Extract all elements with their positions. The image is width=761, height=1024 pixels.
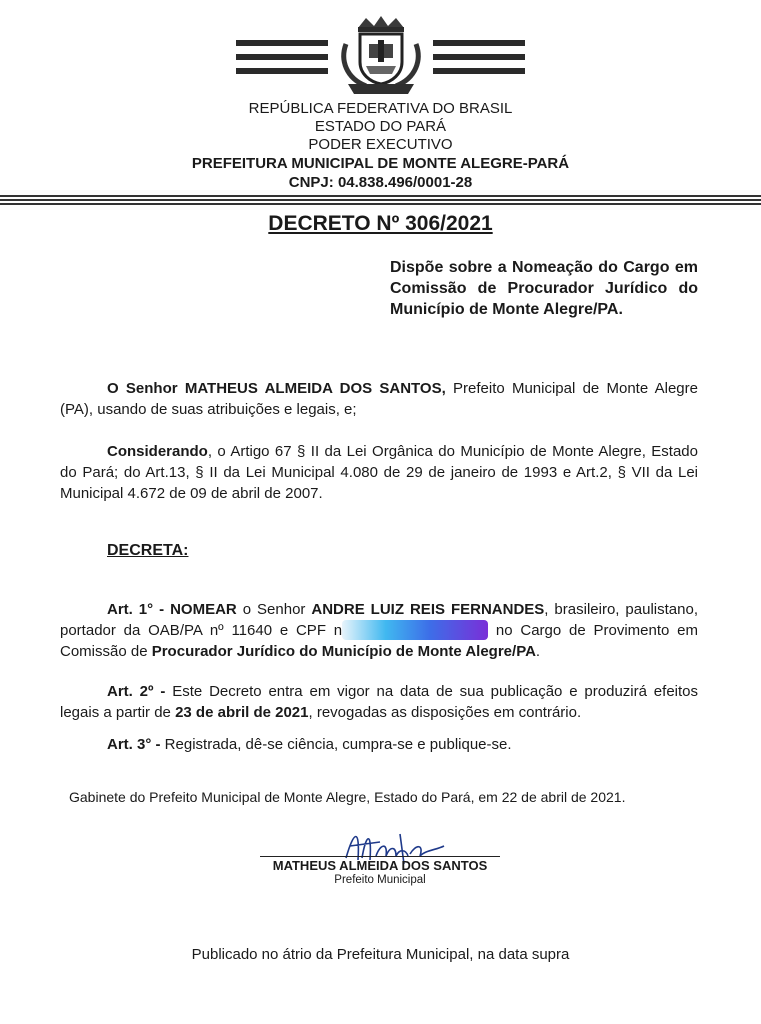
article-1-label: Art. 1° - NOMEAR (107, 601, 237, 618)
header-bar (433, 54, 525, 60)
article-2-label: Art. 2º - (107, 683, 166, 700)
header-bar (236, 54, 328, 60)
article-1-text: no Cargo de Provimento em Comissão de (60, 622, 698, 660)
article-1-text: o Senhor (236, 601, 312, 618)
header-prefeitura: PREFEITURA MUNICIPAL DE MONTE ALEGRE-PARÁ (191, 155, 570, 172)
article-2 (60, 681, 698, 723)
header-bar (236, 68, 328, 74)
signature-line (260, 856, 500, 857)
header-divider (0, 203, 761, 205)
header-divider (0, 195, 761, 197)
redacted-cpf (342, 620, 488, 640)
considerando-paragraph (60, 441, 698, 504)
appointee-name: ANDRE LUIZ REIS FERNANDES (311, 601, 545, 618)
signatory-name: MATHEUS ALMEIDA DOS SANTOS (272, 858, 488, 873)
municipal-coat-of-arms-icon (336, 14, 426, 98)
article-1-role: Procurador Jurídico do Município de Monte Alegre/PA (151, 643, 536, 660)
header-bar (433, 68, 525, 74)
header-divider (0, 199, 761, 201)
article-3 (60, 734, 698, 755)
decreta-heading: DECRETA: (107, 542, 189, 559)
article-3-label: Art. 3° - (107, 736, 161, 753)
article-1-text: . (535, 643, 541, 660)
article-3-text: Registrada, dê-se ciência, cumpra-se e publique-se. (160, 736, 512, 753)
article-2-date: 23 de abril de 2021 (175, 704, 309, 721)
signatory-role: Prefeito Municipal (334, 874, 426, 886)
article-1 (60, 599, 698, 662)
signature-block (260, 820, 500, 890)
header-republic: REPÚBLICA FEDERATIVA DO BRASIL (248, 100, 513, 117)
article-2-text: , revogadas as disposições em contrário. (308, 704, 582, 721)
letterhead-crest (0, 14, 761, 98)
header-bar (433, 40, 525, 46)
decree-ementa: Dispõe sobre a Nomeação do Cargo em Comissão de Procurador Jurídico do Município de Monte Alegre/PA. (390, 259, 698, 318)
considerando-lead: Considerando (107, 443, 208, 460)
publication-note: Publicado no átrio da Prefeitura Municipal, na data supra (191, 946, 570, 963)
header-cnpj: CNPJ: 04.838.496/0001-28 (288, 174, 473, 191)
header-state: ESTADO DO PARÁ (314, 118, 447, 135)
header-power: PODER EXECUTIVO (308, 136, 453, 153)
preamble-paragraph (60, 378, 698, 420)
gabinete-line: Gabinete do Prefeito Municipal de Monte Alegre, Estado do Pará, em 22 de abril de 2021. (69, 789, 626, 805)
preamble-text: Prefeito Municipal de Monte Alegre (PA), usando de suas atribuições e legais, e; (60, 380, 698, 418)
header-bar (236, 40, 328, 46)
article-1-text: , brasileiro, paulistano, portador da OAB/PA nº 11640 e CPF n (60, 601, 698, 639)
preamble-mayor: O Senhor MATHEUS ALMEIDA DOS SANTOS, (107, 380, 446, 397)
considerando-text: , o Artigo 67 § II da Lei Orgânica do Município de Monte Alegre, Estado do Pará; do Art.13, § II da Lei Municipal 4.080 de 29 de janeiro de 1993 e Art.2, § VII da Lei Municipal 4.672 de 09 de abril de 2007. (60, 443, 698, 502)
article-2-text: Este Decreto entra em vigor na data de sua publicação e produzirá efeitos legais a partir de (60, 683, 699, 721)
decree-title: DECRETO Nº 306/2021 (268, 212, 493, 235)
